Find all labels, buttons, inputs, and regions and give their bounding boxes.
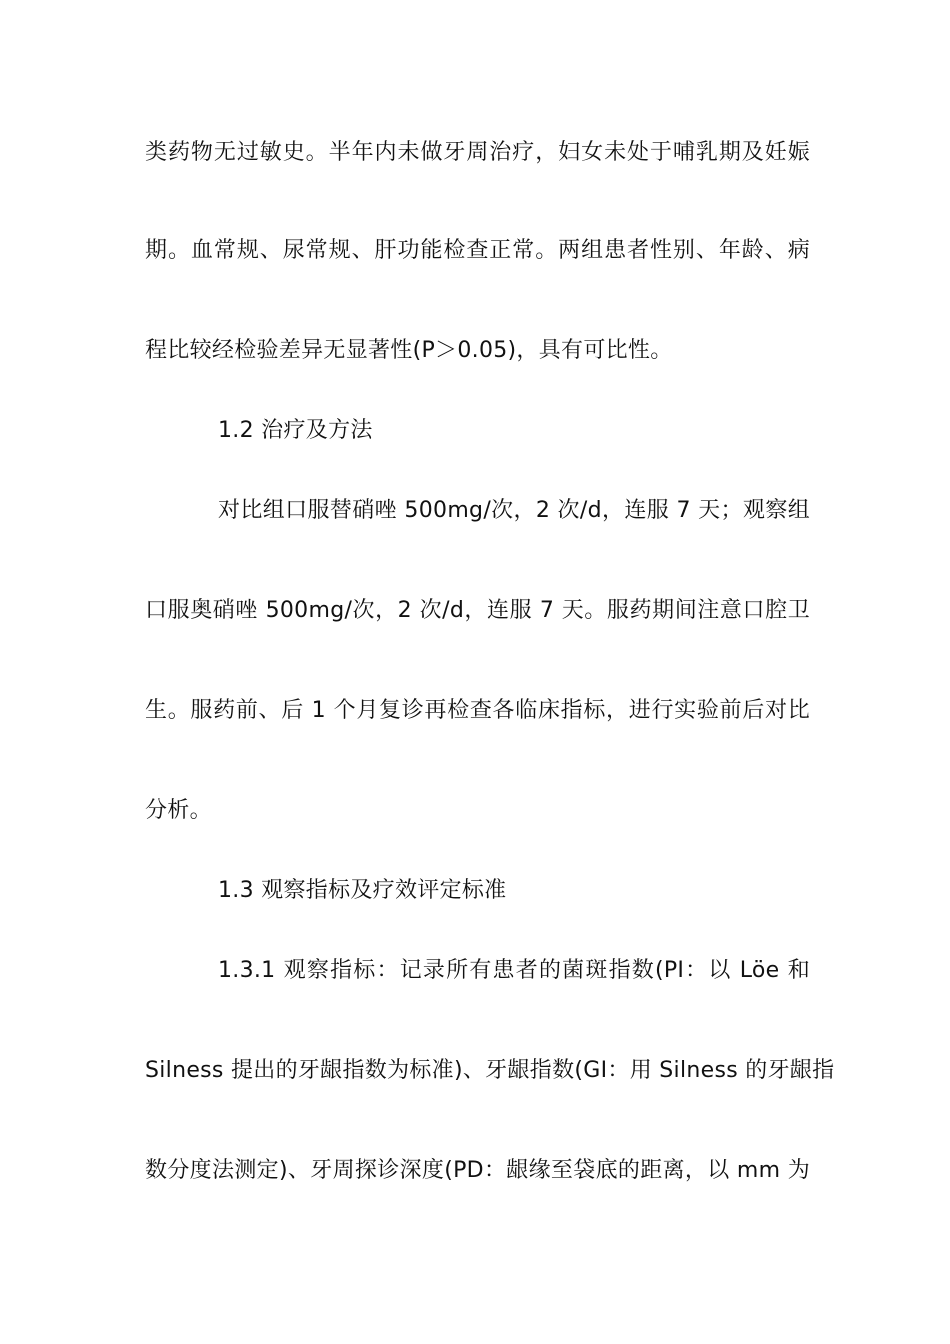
section-heading: 1.2 治疗及方法: [218, 418, 373, 443]
paragraph-line: 期。血常规、尿常规、肝功能检查正常。两组患者性别、年龄、病: [145, 238, 810, 263]
paragraph-line: 数分度法测定)、牙周探诊深度(PD：龈缘至袋底的距离，以 mm 为: [145, 1158, 810, 1183]
paragraph-line: 分析。: [145, 798, 212, 823]
paragraph-line: 程比较经检验差异无显著性(P＞0.05)，具有可比性。: [145, 338, 673, 363]
paragraph-line: 生。服药前、后 1 个月复诊再检查各临床指标，进行实验前后对比: [145, 698, 810, 723]
paragraph-line: 类药物无过敏史。半年内未做牙周治疗，妇女未处于哺乳期及妊娠: [145, 140, 810, 165]
paragraph-line: Silness 提出的牙龈指数为标准)、牙龈指数(GI：用 Silness 的牙龈指: [145, 1058, 835, 1083]
paragraph-line: 对比组口服替硝唑 500mg/次，2 次/d，连服 7 天；观察组: [218, 498, 810, 523]
paragraph-line: 1.3.1 观察指标：记录所有患者的菌斑指数(PI：以 Löe 和: [218, 958, 810, 983]
paragraph-line: 口服奥硝唑 500mg/次，2 次/d，连服 7 天。服药期间注意口腔卫: [145, 598, 810, 623]
section-heading: 1.3 观察指标及疗效评定标准: [218, 878, 507, 903]
